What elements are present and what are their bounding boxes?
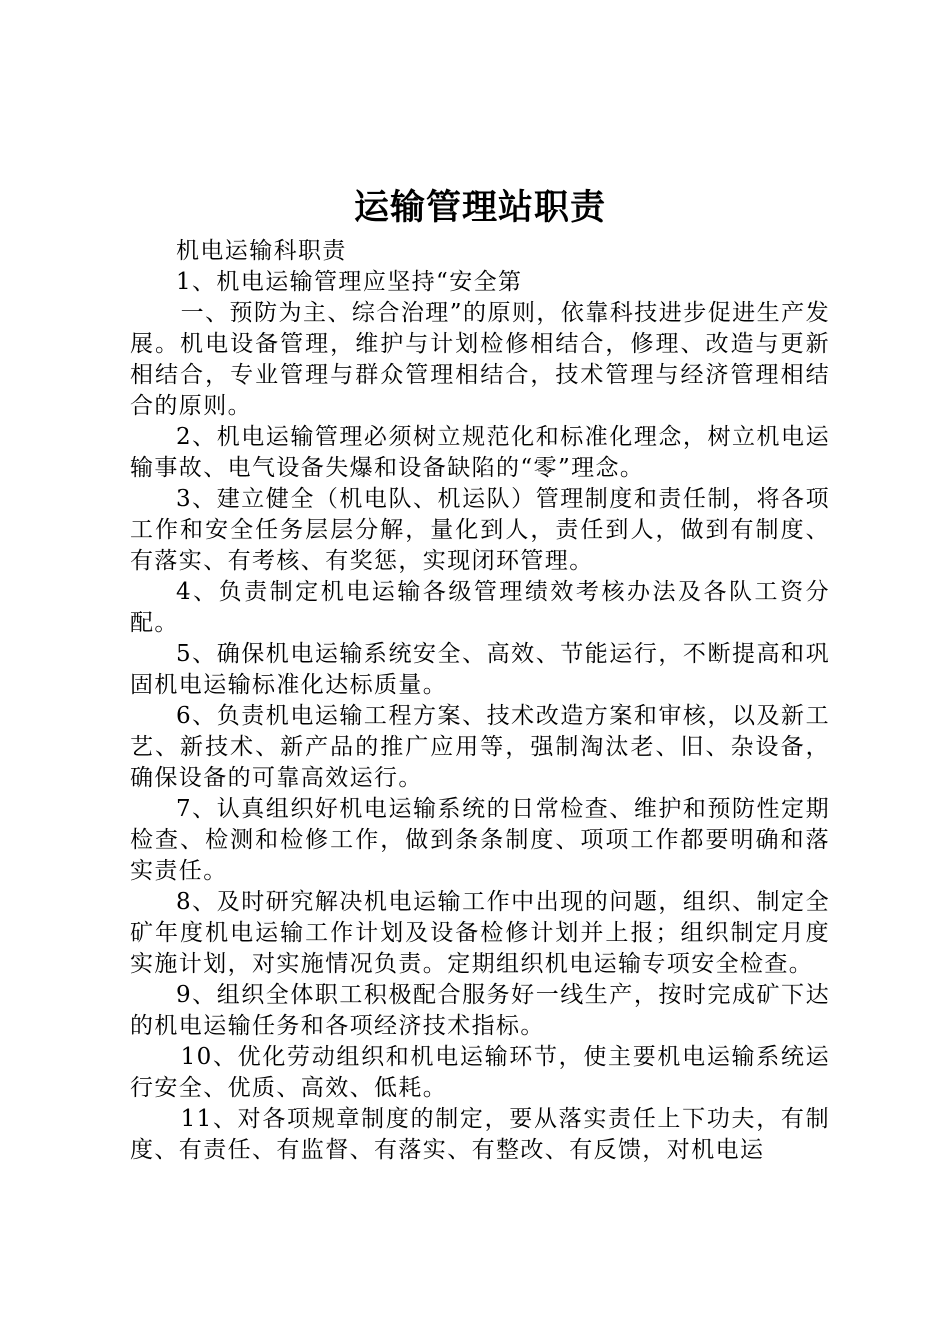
paragraph-item-3: 3、建立健全（机电队、机运队）管理制度和责任制，将各项工作和安全任务层层分解，量化到人，责任到人，做到有制度、有落实、有考核、有奖惩，实现闭环管理。 bbox=[130, 486, 830, 574]
paragraph-item-9: 9、组织全体职工积极配合服务好一线生产，按时完成矿下达的机电运输任务和各项经济技术指标。 bbox=[130, 982, 830, 1039]
paragraph-item-6: 6、负责机电运输工程方案、技术改造方案和审核，以及新工艺、新技术、新产品的推广应用等，强制淘汰老、旧、杂设备，确保设备的可靠高效运行。 bbox=[130, 703, 830, 791]
document-body bbox=[130, 236, 830, 1166]
paragraph-item-4: 4、负责制定机电运输各级管理绩效考核办法及各队工资分配。 bbox=[130, 579, 830, 636]
paragraph-item-1-start: 1、机电运输管理应坚持“安全第 bbox=[176, 269, 523, 295]
paragraph-item-8: 8、及时研究解决机电运输工作中出现的问题，组织、制定全矿年度机电运输工作计划及设备检修计划并上报；组织制定月度实施计划，对实施情况负责。定期组织机电运输专项安全检查。 bbox=[130, 889, 830, 977]
paragraph-item-5: 5、确保机电运输系统安全、高效、节能运行，不断提高和巩固机电运输标准化达标质量。 bbox=[130, 641, 830, 698]
paragraph-item-11: 11、对各项规章制度的制定，要从落实责任上下功夫，有制度、有责任、有监督、有落实、有整改、有反馈，对机电运 bbox=[130, 1106, 830, 1163]
document-page bbox=[130, 0, 830, 1344]
paragraph-item-1-continued: 一、预防为主、综合治理”的原则，依靠科技进步促进生产发展。机电设备管理，维护与计划检修相结合，修理、改造与更新相结合，专业管理与群众管理相结合，技术管理与经济管理相结合的原则。 bbox=[130, 300, 830, 419]
paragraph-item-2: 2、机电运输管理必须树立规范化和标准化理念，树立机电运输事故、电气设备失爆和设备缺陷的“零”理念。 bbox=[130, 424, 830, 481]
document-title: 运输管理站职责 bbox=[353, 187, 606, 228]
paragraph-item-10: 10、优化劳动组织和机电运输环节，使主要机电运输系统运行安全、优质、高效、低耗。 bbox=[130, 1044, 830, 1101]
paragraph-item-7: 7、认真组织好机电运输系统的日常检查、维护和预防性定期检查、检测和检修工作，做到条条制度、项项工作都要明确和落实责任。 bbox=[130, 796, 830, 884]
paragraph-section-heading: 机电运输科职责 bbox=[176, 238, 347, 264]
